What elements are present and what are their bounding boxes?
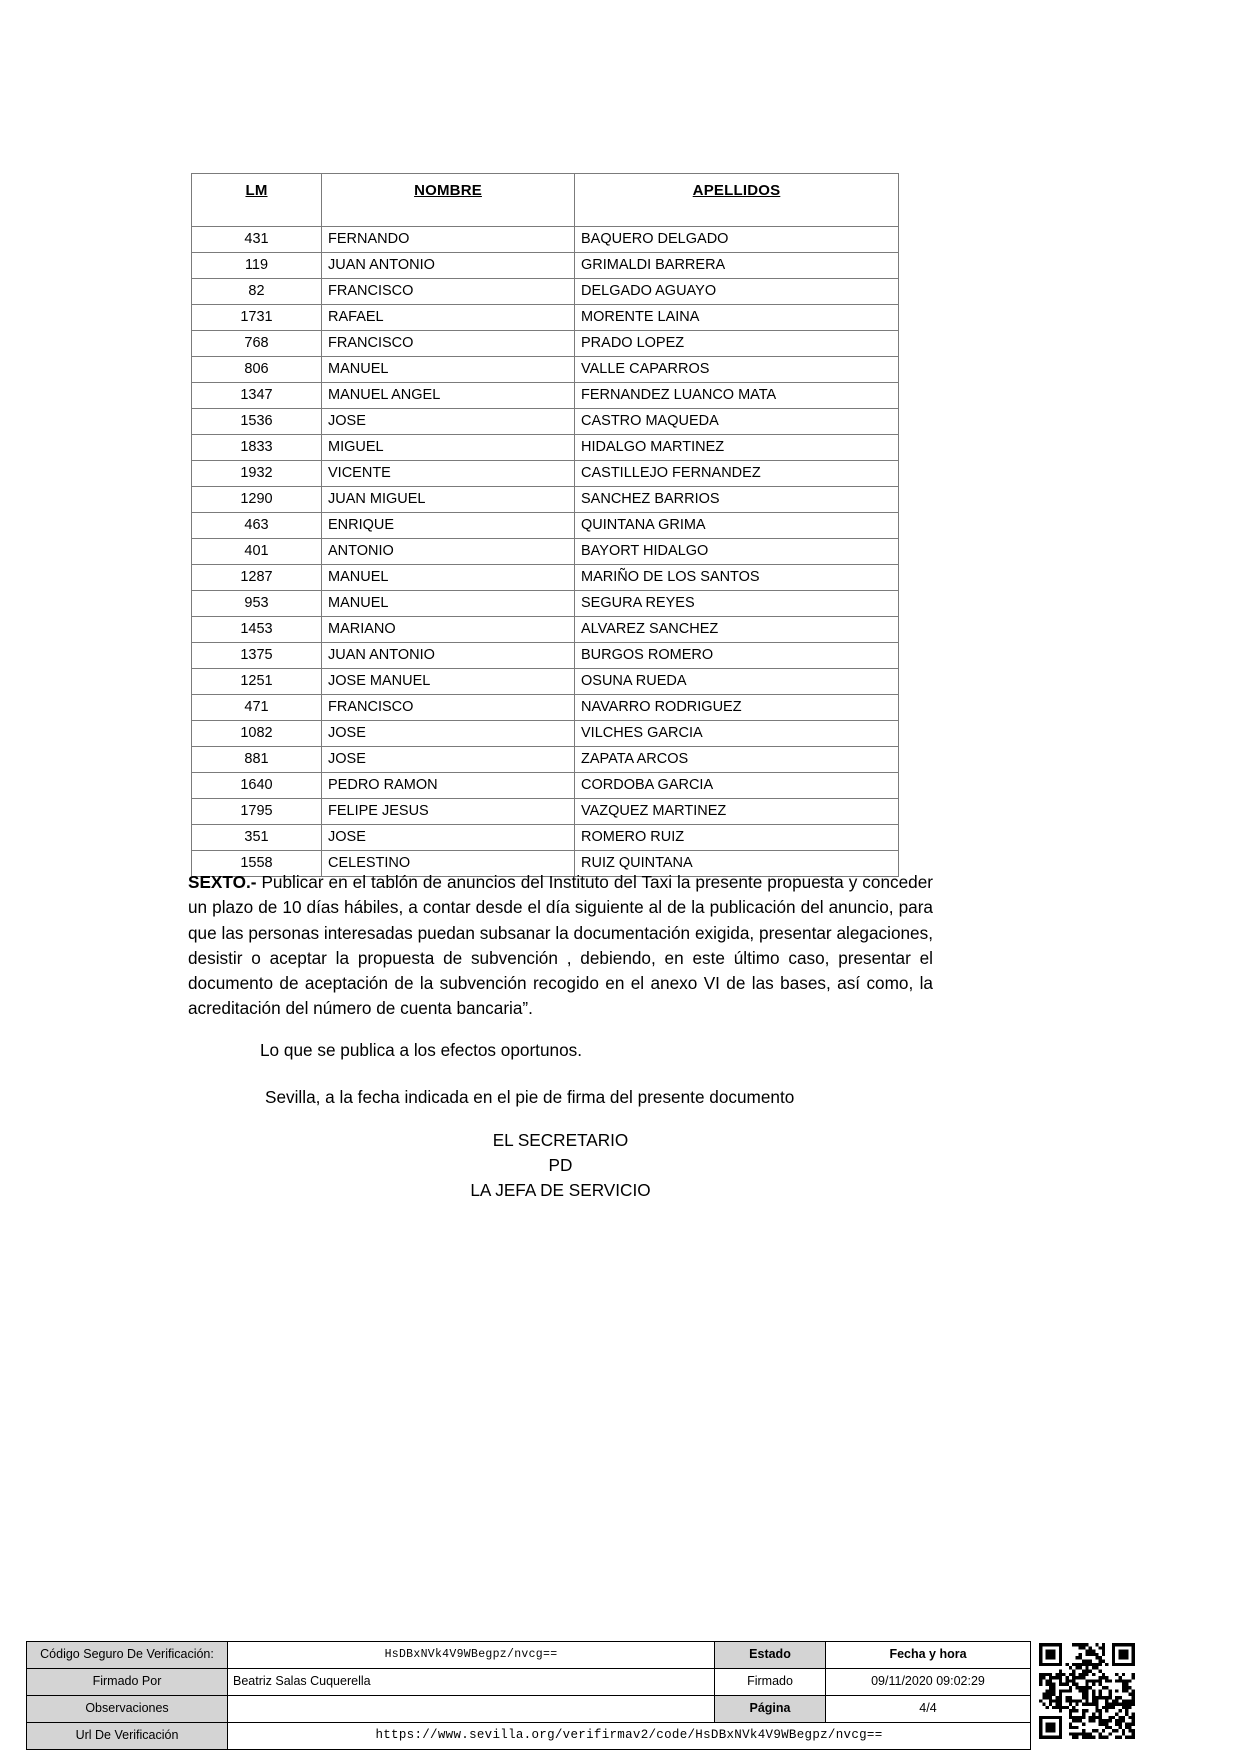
cell-apellidos: RUIZ QUINTANA xyxy=(575,851,899,877)
table-row xyxy=(192,695,899,721)
cell-nombre: FRANCISCO xyxy=(322,331,575,357)
cell-nombre: JOSE xyxy=(322,721,575,747)
cell-apellidos: VALLE CAPARROS xyxy=(575,357,899,383)
cell-apellidos: PRADO LOPEZ xyxy=(575,331,899,357)
cell-nombre: JUAN ANTONIO xyxy=(322,253,575,279)
estado-value: Firmado xyxy=(715,1669,826,1696)
verification-row-observaciones xyxy=(27,1696,1031,1723)
cell-lm: 401 xyxy=(192,539,322,565)
verification-footer xyxy=(26,1641,1214,1750)
firmado-por-value: Beatriz Salas Cuquerella xyxy=(228,1669,715,1696)
pagina-value: 4/4 xyxy=(826,1696,1031,1723)
cell-lm: 881 xyxy=(192,747,322,773)
cell-nombre: PEDRO RAMON xyxy=(322,773,575,799)
cell-nombre: MANUEL xyxy=(322,357,575,383)
table-row xyxy=(192,721,899,747)
cell-apellidos: SEGURA REYES xyxy=(575,591,899,617)
cell-nombre: JOSE MANUEL xyxy=(322,669,575,695)
cell-apellidos: HIDALGO MARTINEZ xyxy=(575,435,899,461)
paragraph-sexto-body: Publicar en el tablón de anuncios del Instituto del Taxi la presente propuesta y conceder un plazo de 10 días hábiles, a contar desde el día siguiente al de la publicación del anuncio, para que las personas interesadas puedan subsanar la documentación exigida, presentar alegaciones, desistir o aceptar la propuesta de subvención , debiendo, en este último caso, presentar el documento de aceptación de la subvención recogido en el anexo VI de las bases, así como, la acreditación del número de cuenta bancaria”. xyxy=(188,872,933,1019)
table-row xyxy=(192,799,899,825)
cell-lm: 119 xyxy=(192,253,322,279)
signature-line-jefa: LA JEFA DE SERVICIO xyxy=(470,1180,651,1200)
paragraph-sexto-label: SEXTO.- xyxy=(188,872,257,892)
table-row xyxy=(192,409,899,435)
table-row xyxy=(192,539,899,565)
estado-label: Estado xyxy=(715,1642,826,1669)
cell-nombre: CELESTINO xyxy=(322,851,575,877)
cell-lm: 1375 xyxy=(192,643,322,669)
column-header-apellidos xyxy=(575,174,899,227)
table-row xyxy=(192,565,899,591)
table-row xyxy=(192,773,899,799)
table-row xyxy=(192,435,899,461)
cell-lm: 1347 xyxy=(192,383,322,409)
column-header-lm-label: LM xyxy=(245,182,268,199)
verification-table xyxy=(26,1641,1031,1750)
fecha-value: 09/11/2020 09:02:29 xyxy=(826,1669,1031,1696)
cell-lm: 463 xyxy=(192,513,322,539)
cell-lm: 806 xyxy=(192,357,322,383)
cell-nombre: MANUEL ANGEL xyxy=(322,383,575,409)
csv-label: Código Seguro De Verificación: xyxy=(27,1642,228,1669)
url-label: Url De Verificación xyxy=(27,1723,228,1750)
signature-line-secretario: EL SECRETARIO xyxy=(492,1130,629,1150)
table-row xyxy=(192,305,899,331)
cell-lm: 953 xyxy=(192,591,322,617)
csv-value: HsDBxNVk4V9WBegpz/nvcg== xyxy=(228,1642,715,1669)
table-row xyxy=(192,461,899,487)
signature-line-pd: PD xyxy=(548,1155,573,1175)
cell-lm: 1795 xyxy=(192,799,322,825)
cell-lm: 1558 xyxy=(192,851,322,877)
cell-lm: 1082 xyxy=(192,721,322,747)
cell-lm: 1251 xyxy=(192,669,322,695)
cell-lm: 1536 xyxy=(192,409,322,435)
cell-nombre: MANUEL xyxy=(322,565,575,591)
url-value[interactable]: https://www.sevilla.org/verifirmav2/code/HsDBxNVk4V9WBegpz/nvcg== xyxy=(228,1723,1031,1750)
cell-nombre: RAFAEL xyxy=(322,305,575,331)
cell-apellidos: CASTILLEJO FERNANDEZ xyxy=(575,461,899,487)
cell-lm: 1453 xyxy=(192,617,322,643)
cell-apellidos: QUINTANA GRIMA xyxy=(575,513,899,539)
cell-nombre: JOSE xyxy=(322,825,575,851)
cell-lm: 1640 xyxy=(192,773,322,799)
cell-apellidos: MARIÑO DE LOS SANTOS xyxy=(575,565,899,591)
firmado-por-label: Firmado Por xyxy=(27,1669,228,1696)
table-body xyxy=(192,227,899,877)
cell-lm: 1287 xyxy=(192,565,322,591)
cell-nombre: FELIPE JESUS xyxy=(322,799,575,825)
fecha-label: Fecha y hora xyxy=(826,1642,1031,1669)
cell-lm: 1290 xyxy=(192,487,322,513)
cell-nombre: MIGUEL xyxy=(322,435,575,461)
cell-lm: 1731 xyxy=(192,305,322,331)
cell-lm: 1932 xyxy=(192,461,322,487)
column-header-apellidos-label: APELLIDOS xyxy=(692,182,781,199)
cell-apellidos: FERNANDEZ LUANCO MATA xyxy=(575,383,899,409)
paragraph-sexto xyxy=(188,870,933,1022)
cell-apellidos: BAQUERO DELGADO xyxy=(575,227,899,253)
table-row xyxy=(192,825,899,851)
cell-apellidos: BURGOS ROMERO xyxy=(575,643,899,669)
cell-apellidos: SANCHEZ BARRIOS xyxy=(575,487,899,513)
column-header-nombre-label: NOMBRE xyxy=(414,182,482,199)
cell-apellidos: ROMERO RUIZ xyxy=(575,825,899,851)
beneficiaries-table xyxy=(191,173,899,877)
verification-row-url xyxy=(27,1723,1031,1750)
cell-lm: 351 xyxy=(192,825,322,851)
table-row xyxy=(192,383,899,409)
cell-nombre: MARIANO xyxy=(322,617,575,643)
table-row xyxy=(192,253,899,279)
signature-block xyxy=(188,1128,933,1203)
cell-apellidos: VAZQUEZ MARTINEZ xyxy=(575,799,899,825)
cell-nombre: JUAN ANTONIO xyxy=(322,643,575,669)
cell-apellidos: ZAPATA ARCOS xyxy=(575,747,899,773)
cell-lm: 768 xyxy=(192,331,322,357)
cell-nombre: FERNANDO xyxy=(322,227,575,253)
table-header-row xyxy=(192,174,899,227)
table-row xyxy=(192,591,899,617)
cell-nombre: FRANCISCO xyxy=(322,695,575,721)
cell-apellidos: CORDOBA GARCIA xyxy=(575,773,899,799)
cell-nombre: ENRIQUE xyxy=(322,513,575,539)
table-row xyxy=(192,279,899,305)
table-row xyxy=(192,669,899,695)
cell-nombre: MANUEL xyxy=(322,591,575,617)
table-row xyxy=(192,643,899,669)
column-header-lm xyxy=(192,174,322,227)
cell-nombre: JOSE xyxy=(322,747,575,773)
cell-lm: 471 xyxy=(192,695,322,721)
observaciones-value xyxy=(228,1696,715,1723)
pagina-label: Página xyxy=(715,1696,826,1723)
table-row xyxy=(192,331,899,357)
cell-apellidos: GRIMALDI BARRERA xyxy=(575,253,899,279)
cell-apellidos: DELGADO AGUAYO xyxy=(575,279,899,305)
cell-lm: 82 xyxy=(192,279,322,305)
cell-apellidos: CASTRO MAQUEDA xyxy=(575,409,899,435)
paragraph-sevilla: Sevilla, a la fecha indicada en el pie de firma del presente documento xyxy=(265,1087,795,1107)
cell-apellidos: ALVAREZ SANCHEZ xyxy=(575,617,899,643)
qr-code-icon xyxy=(1039,1643,1135,1739)
cell-nombre: JOSE xyxy=(322,409,575,435)
cell-apellidos: MORENTE LAINA xyxy=(575,305,899,331)
cell-apellidos: VILCHES GARCIA xyxy=(575,721,899,747)
table-row xyxy=(192,487,899,513)
cell-nombre: FRANCISCO xyxy=(322,279,575,305)
cell-lm: 1833 xyxy=(192,435,322,461)
cell-nombre: VICENTE xyxy=(322,461,575,487)
table-row xyxy=(192,747,899,773)
cell-apellidos: BAYORT HIDALGO xyxy=(575,539,899,565)
table-head xyxy=(192,174,899,227)
cell-nombre: ANTONIO xyxy=(322,539,575,565)
observaciones-label: Observaciones xyxy=(27,1696,228,1723)
column-header-nombre xyxy=(322,174,575,227)
table-row xyxy=(192,513,899,539)
table-row xyxy=(192,617,899,643)
cell-nombre: JUAN MIGUEL xyxy=(322,487,575,513)
verification-row-csv xyxy=(27,1642,1031,1669)
table-row xyxy=(192,227,899,253)
paragraph-publica: Lo que se publica a los efectos oportunos. xyxy=(260,1040,583,1060)
cell-apellidos: OSUNA RUEDA xyxy=(575,669,899,695)
cell-apellidos: NAVARRO RODRIGUEZ xyxy=(575,695,899,721)
table-row xyxy=(192,357,899,383)
verification-row-firmante xyxy=(27,1669,1031,1696)
cell-lm: 431 xyxy=(192,227,322,253)
